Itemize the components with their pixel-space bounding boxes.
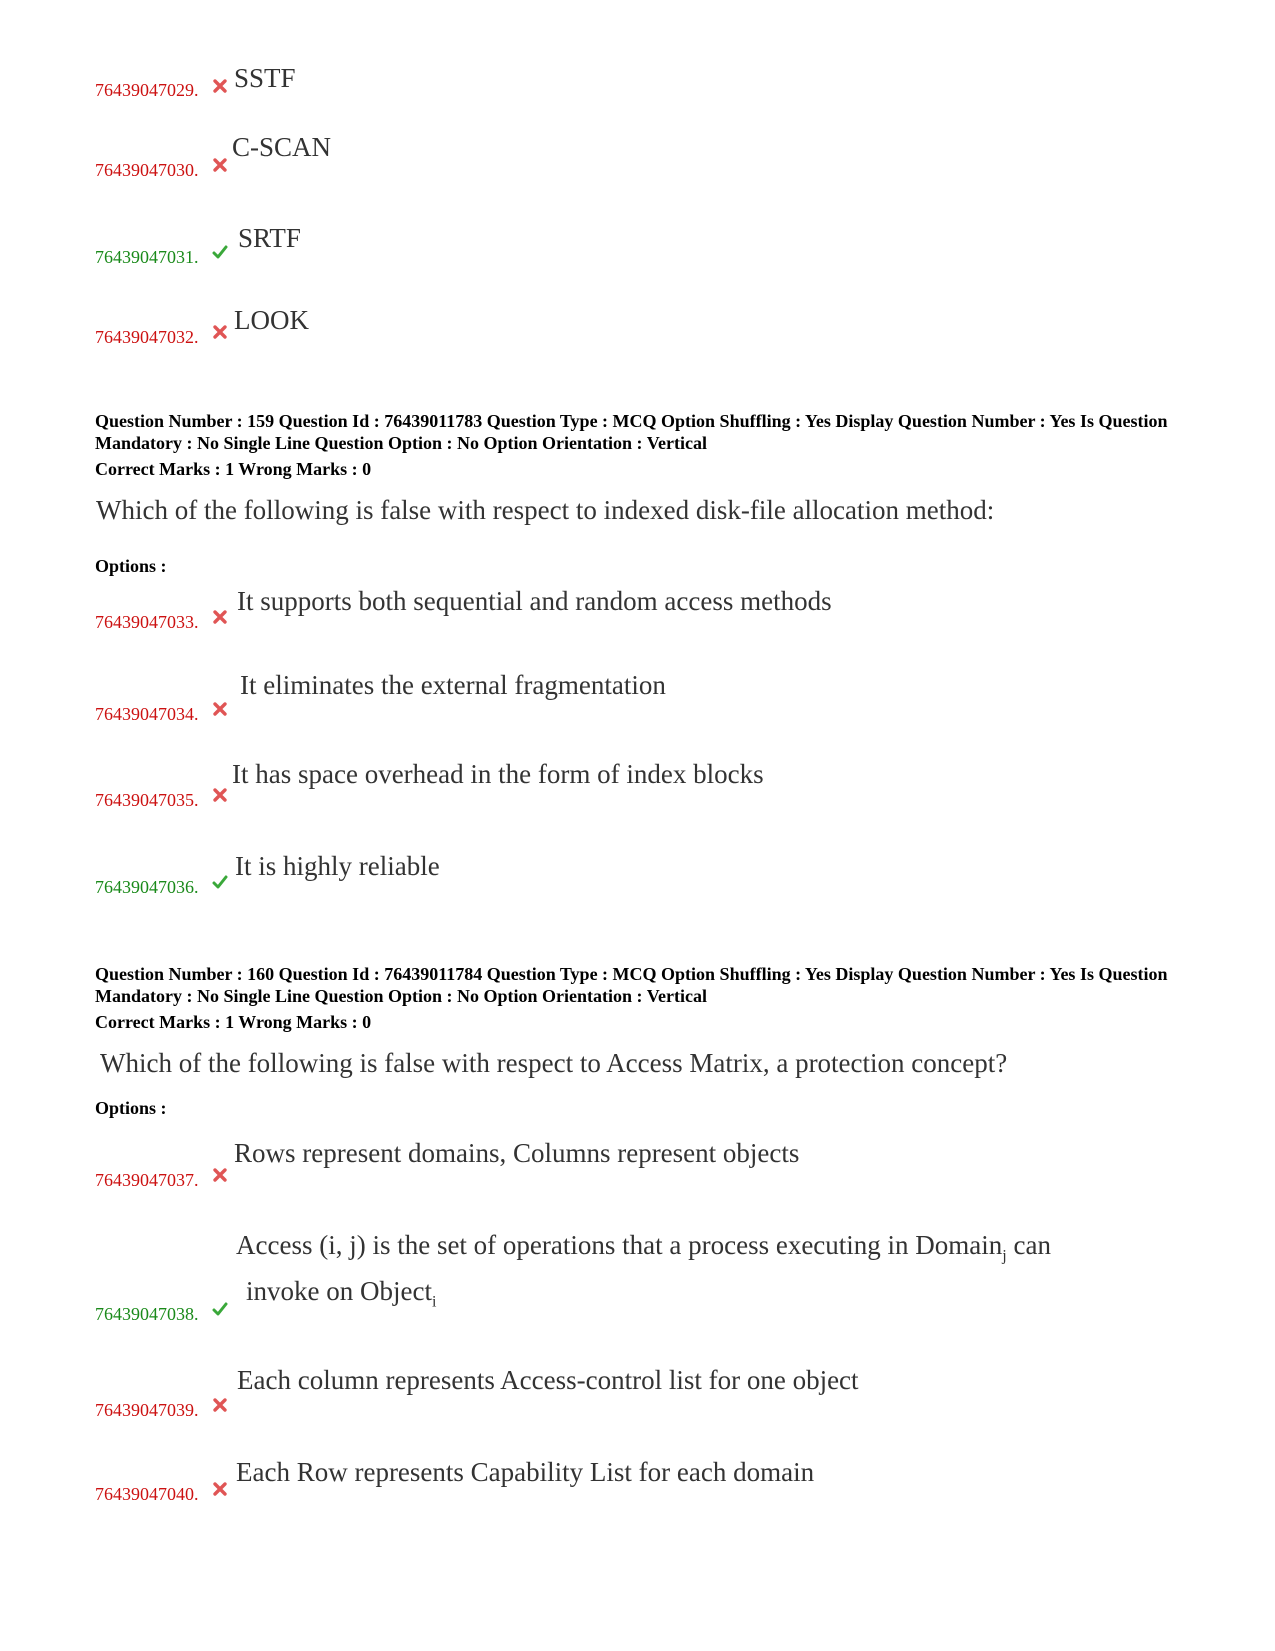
option-text: It is highly reliable [235,851,440,881]
option-text: SSTF [234,63,296,93]
question-header: Question Number : 159 Question Id : 76439011783 Question Type : MCQ Option Shuffling : Yes Display Question Number : Yes Is Question Mandatory : No Single Line Question Option : No Option Orientation : Vertical [95,411,1168,453]
options-label: Options : [95,1098,167,1118]
option-text: It has space overhead in the form of index blocks [232,759,764,789]
option-id: 76439047035. [95,790,199,810]
check-icon [212,244,228,260]
cross-icon [212,1397,228,1413]
check-icon [212,874,228,890]
option-text: SRTF [238,223,301,253]
cross-icon [212,701,228,717]
option-id: 76439047030. [95,160,199,180]
option-text: C-SCAN [232,132,332,162]
question-marks: Correct Marks : 1 Wrong Marks : 0 [95,459,372,479]
option-text: Each Row represents Capability List for each domain [236,1457,815,1487]
options-label: Options : [95,556,167,576]
option-text: It eliminates the external fragmentation [240,670,666,700]
option-id: 76439047033. [95,612,199,632]
check-icon [212,1301,228,1317]
question-text: Which of the following is false with respect to Access Matrix, a protection concept? [100,1048,1008,1078]
option-id: 76439047040. [95,1484,199,1504]
question-marks: Correct Marks : 1 Wrong Marks : 0 [95,1012,372,1032]
option-text: It supports both sequential and random access methods [237,586,832,616]
option-id: 76439047037. [95,1170,199,1190]
option-text-line1: Access (i, j) is the set of operations that a process executing in Domain$_j$ can [236,1230,1051,1265]
question-header: Question Number : 160 Question Id : 76439011784 Question Type : MCQ Option Shuffling : Yes Display Question Number : Yes Is Question Mandatory : No Single Line Question Option : No Option Orientation : Vertical [95,964,1168,1006]
cross-icon [212,1167,228,1183]
option-text: Rows represent domains, Columns represent objects [234,1138,800,1168]
cross-icon [212,324,228,340]
option-id: 76439047029. [95,80,199,100]
option-id: 76439047034. [95,704,199,724]
cross-icon [212,1481,228,1497]
question-text: Which of the following is false with respect to indexed disk-file allocation method: [96,495,995,525]
cross-icon [212,157,228,173]
option-id: 76439047031. [95,247,199,267]
cross-icon [212,78,228,94]
option-text: LOOK [234,305,309,335]
option-text: Each column represents Access-control list for one object [237,1365,859,1395]
cross-icon [212,609,228,625]
option-id: 76439047038. [95,1304,199,1324]
cross-icon [212,787,228,803]
option-id: 76439047036. [95,877,199,897]
option-text-line2: invoke on Object$_i$ [246,1276,437,1311]
option-id: 76439047032. [95,327,199,347]
option-id: 76439047039. [95,1400,199,1420]
